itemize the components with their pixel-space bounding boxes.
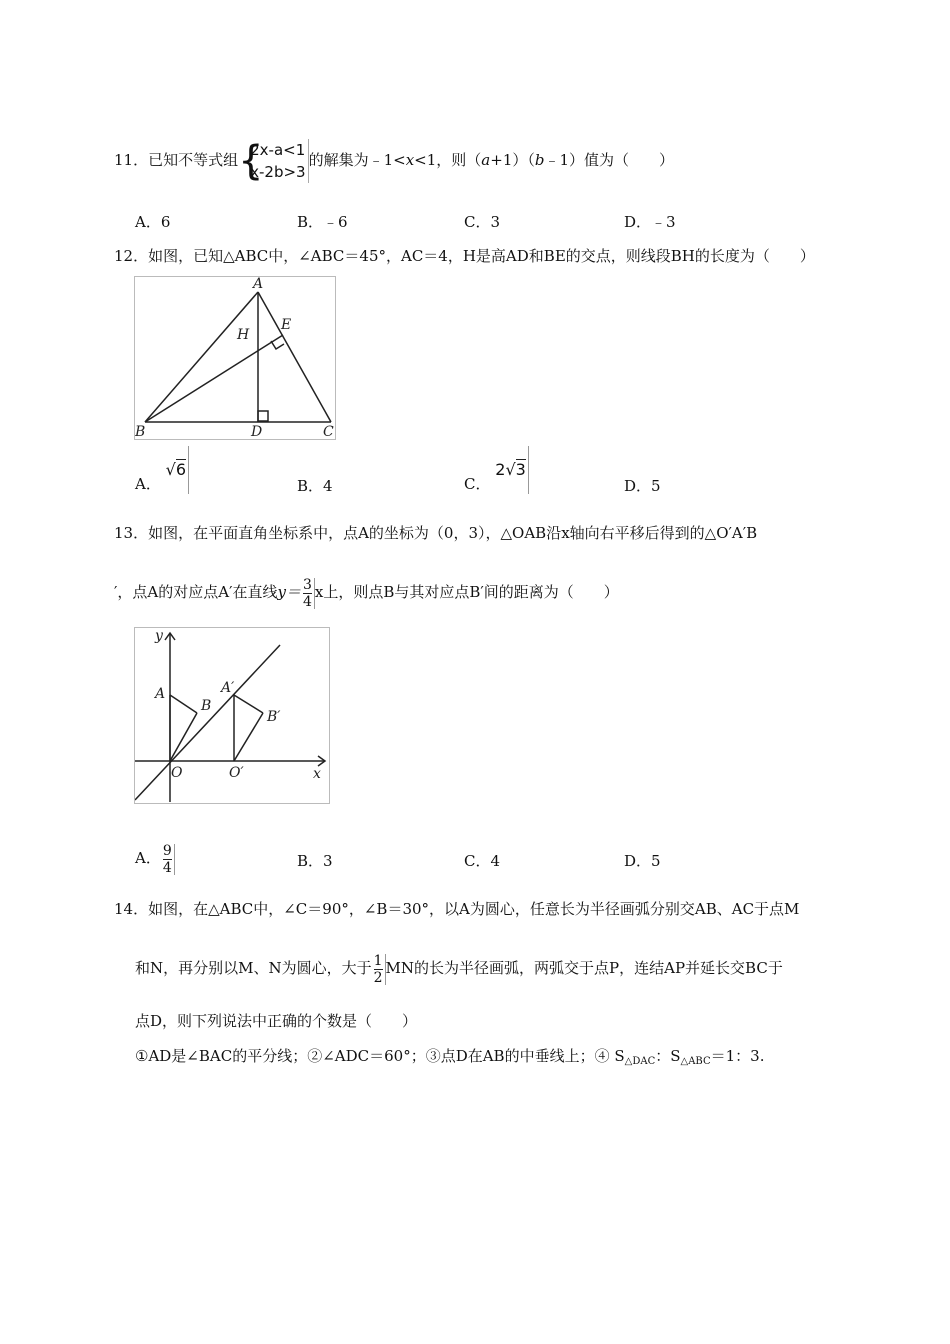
- q14-line2: 和N，再分别以M、N为圆心，大于 $\frac{1}{2}$ MN的长为半径画弧，两弧交于点P，连结AP并延长交BC于: [135, 952, 783, 986]
- label-o: O: [171, 765, 183, 781]
- label-a-prime: A′: [221, 680, 235, 696]
- q14-statements: ①AD是∠BAC的平分线；②∠ADC＝60°；③点D在AB的中垂线上；④ $S_{\triangle DAC}$：$S_{\triangle ABC}=1$：3.: [135, 1047, 765, 1067]
- q14-line1: 14．如图，在△ABC中，∠C＝90°，∠B＝30°，以A为圆心，任意长为半径画弧分别交AB、AC于点M: [114, 900, 800, 918]
- q11-option-c[interactable]: C．3: [464, 213, 501, 231]
- q14-line3: 点D，则下列说法中正确的个数是（ ）: [135, 1012, 418, 1030]
- brace-icon: {: [238, 138, 264, 184]
- sqrt-6: √6: [166, 446, 189, 494]
- fraction-9-4: $\frac{9}{4}$: [161, 844, 175, 875]
- fraction-1-2: $\frac{1}{2}$: [372, 954, 386, 985]
- q12-stem: 12．如图，已知△ABC中，∠ABC＝45°，AC＝4，H是高AD和BE的交点，则线段BH的长度为（ ）: [114, 247, 815, 265]
- coordinate-diagram: [135, 628, 329, 803]
- label-a: A: [155, 686, 166, 702]
- q13-line1: 13．如图，在平面直角坐标系中，点A的坐标为（0，3），△OAB沿x轴向右平移后得到的△O′A′B: [114, 524, 758, 542]
- q13-figure: [134, 627, 330, 804]
- label-b: B: [135, 424, 146, 439]
- q12-option-a[interactable]: A． √6: [135, 460, 189, 492]
- label-a: A: [253, 277, 264, 292]
- label-x: x: [313, 766, 321, 782]
- label-y: y: [155, 628, 163, 644]
- q11-option-a[interactable]: A．6: [135, 213, 171, 231]
- two-sqrt-3: 2√3: [495, 446, 529, 494]
- label-b: B: [201, 698, 212, 714]
- q13-option-a[interactable]: A． $\frac{9}{4}$: [135, 834, 175, 882]
- label-e: E: [281, 317, 292, 333]
- q13-option-d[interactable]: D．5: [624, 852, 661, 870]
- label-c: C: [323, 424, 334, 439]
- label-b-prime: B′: [267, 709, 281, 725]
- inequality-system: { 2x-a<1 x-2b>3: [238, 139, 308, 183]
- q13-line2: ′，点A的对应点A′在直线y＝ $\frac{3}{4}$ x上，则点B与其对应点B′间的距离为（ ）: [114, 576, 619, 610]
- q12-option-b[interactable]: B．4: [297, 477, 333, 495]
- q13-option-b[interactable]: B．3: [297, 852, 333, 870]
- q11-option-d[interactable]: D．﹣3: [624, 213, 676, 231]
- q12-figure: [134, 276, 336, 440]
- label-h: H: [237, 327, 250, 343]
- label-o-prime: O′: [229, 765, 244, 781]
- fraction-3-4: $\frac{3}{4}$: [301, 578, 315, 609]
- q12-option-c[interactable]: C． 2√3: [464, 460, 529, 492]
- q12-option-d[interactable]: D．5: [624, 477, 661, 495]
- q11-stem: 11．已知不等式组 { 2x-a<1 x-2b>3 的解集为﹣1<x<1，则（a+1）（b﹣1）值为（ ）: [114, 138, 675, 184]
- q11-option-b[interactable]: B．﹣6: [297, 213, 348, 231]
- q13-option-c[interactable]: C．4: [464, 852, 501, 870]
- label-d: D: [251, 424, 263, 439]
- triangle-diagram: [135, 277, 335, 439]
